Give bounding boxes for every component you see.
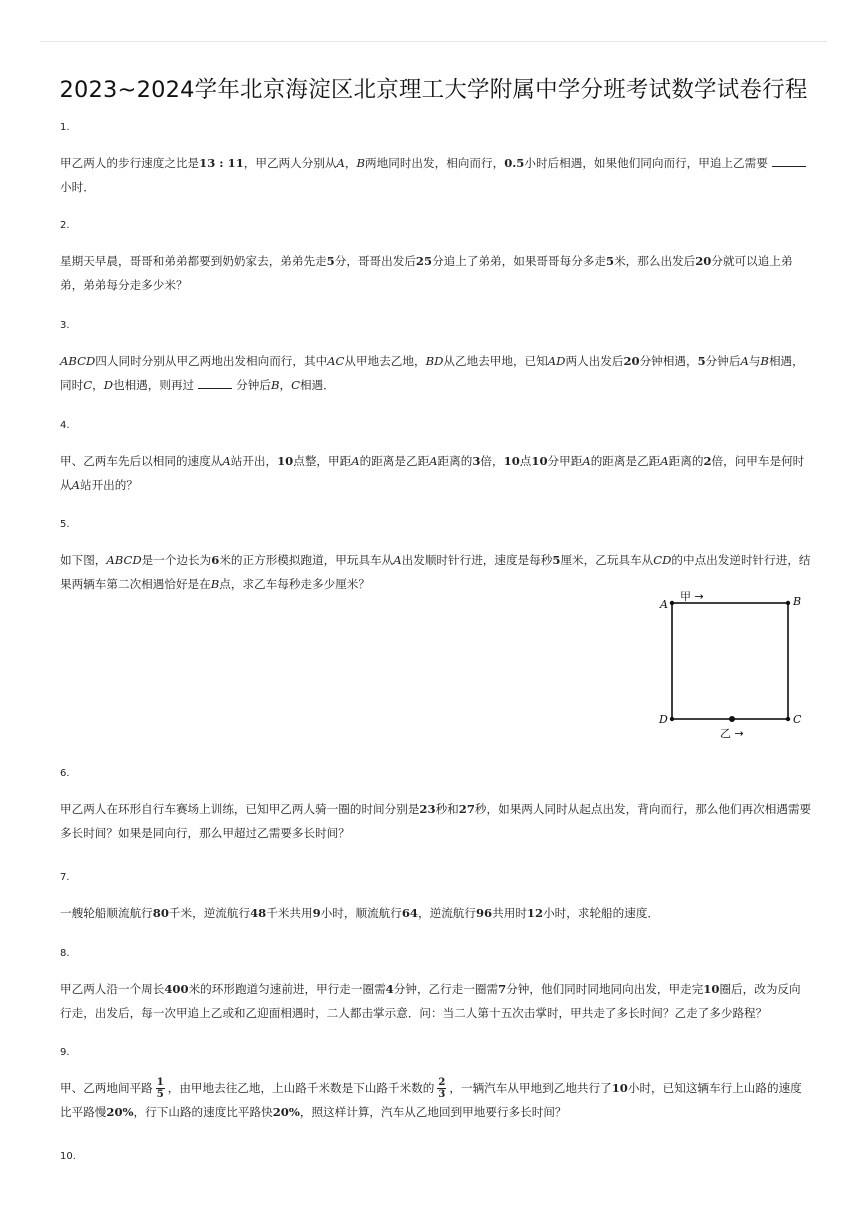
answer-blank[interactable] — [772, 154, 806, 167]
question-text: 甲乙两人在环形自行车赛场上训练，已知甲乙两人骑一圈的时间分别是23秒和27秒，如果两人同时从起点出发，背向而行，那么他们再次相遇需要多长时间？如果是同向行，那么甲超过乙需要多长时间？ — [60, 802, 812, 840]
vertex-label-b: B — [793, 595, 802, 608]
question-4 — [60, 419, 812, 497]
question-number: 6. — [60, 768, 70, 779]
question-number: 5. — [60, 519, 70, 530]
fraction-one-fifth: $\frac{1}{5}$ — [156, 1077, 164, 1100]
question-text: 甲乙两人的步行速度之比是13 : 11，甲乙两人分别从A，B两地同时出发，相向而行，0.5小时后相遇，如果他们同向而行，甲追上乙需要小时． — [60, 151, 812, 199]
square-track — [672, 603, 788, 719]
question-6 — [60, 767, 812, 845]
question-number: 2. — [60, 220, 70, 231]
vertex-c-dot — [786, 717, 790, 721]
page-title: 2023~2024学年北京海淀区北京理工大学附属中学分班考试数学试卷行程 — [59, 77, 808, 103]
question-number: 4. — [60, 420, 70, 431]
vertex-d-dot — [670, 717, 674, 721]
cd-midpoint-dot — [729, 716, 735, 722]
question-number: 10. — [60, 1151, 76, 1162]
question-number: 1. — [60, 122, 70, 133]
question-3 — [60, 319, 812, 397]
fraction-two-thirds: $\frac{2}{3}$ — [438, 1077, 446, 1100]
question-text: 一艘轮船顺流航行80千米，逆流航行48千米共用9小时，顺流航行64，逆流航行96共用时12小时，求轮船的速度． — [60, 906, 660, 920]
question-9 — [60, 1046, 812, 1124]
question-text: 甲、乙两地间平路 $\frac{1}{5}$ ，由甲地去往乙地，上山路千米数是下山路千米数的 $\frac{2}{3}$ ，一辆汽车从甲地到乙地共行了10小时，已知这辆车行上山路的速度比平路慢20%，行下山路的速度比平路快20%，照这样计算，汽车从乙地回到甲地要行多长时间？ — [60, 1077, 802, 1119]
question-10 — [60, 1150, 812, 1164]
question-text: 如下图，ABCD是一个边长为6米的正方形模拟跑道，甲玩具车从A出发顺时针行进，速度是每秒5厘米，乙玩具车从CD的中点出发逆时针行进，结果两辆车第二次相遇恰好是在B点，求乙车每秒走多少厘米？ — [60, 553, 811, 591]
question-text: 星期天早晨，哥哥和弟弟都要到奶奶家去，弟弟先走5分，哥哥出发后25分追上了弟弟，如果哥哥每分多走5米，那么出发后20分就可以追上弟弟，弟弟每分走多少米？ — [60, 254, 793, 292]
question-number: 7. — [60, 872, 70, 883]
top-rule — [40, 41, 827, 42]
square-track-diagram — [650, 585, 820, 750]
question-number: 8. — [60, 948, 70, 959]
jia-direction-label: 甲 → — [680, 590, 704, 603]
question-8 — [60, 947, 812, 1025]
question-text: ABCD四人同时分别从甲乙两地出发相向而行，其中AC从甲地去乙地，BD从乙地去甲地，已知AD两人出发后20分钟相遇，5分钟后A与B相遇，同时C，D也相遇，则再过 分钟后B，C相遇． — [60, 354, 804, 392]
question-1 — [60, 121, 812, 199]
vertex-label-a: A — [660, 598, 668, 611]
question-number: 9. — [60, 1047, 70, 1058]
vertex-label-d: D — [659, 713, 668, 726]
question-2 — [60, 219, 812, 297]
question-number: 3. — [60, 320, 70, 331]
vertex-b-dot — [786, 601, 790, 605]
question-text: 甲、乙两车先后以相同的速度从A站开出，10点整，甲距A的距离是乙距A距离的3倍，10点10分甲距A的距离是乙距A距离的2倍，问甲车是何时从A站开出的？ — [60, 454, 805, 492]
answer-blank[interactable] — [198, 376, 232, 389]
vertex-label-c: C — [793, 713, 802, 726]
question-text: 甲乙两人沿一个周长400米的环形跑道匀速前进，甲行走一圈需4分钟，乙行走一圈需7分钟，他们同时同地同向出发，甲走完10圈后，改为反向行走，出发后，每一次甲追上乙或和乙迎面相遇时，二人都击掌示意．问：当二人第十五次击掌时，甲共走了多长时间？乙走了多少路程？ — [60, 982, 801, 1020]
question-7 — [60, 871, 812, 925]
vertex-a-dot — [670, 601, 674, 605]
yi-direction-label: 乙 → — [720, 727, 744, 740]
